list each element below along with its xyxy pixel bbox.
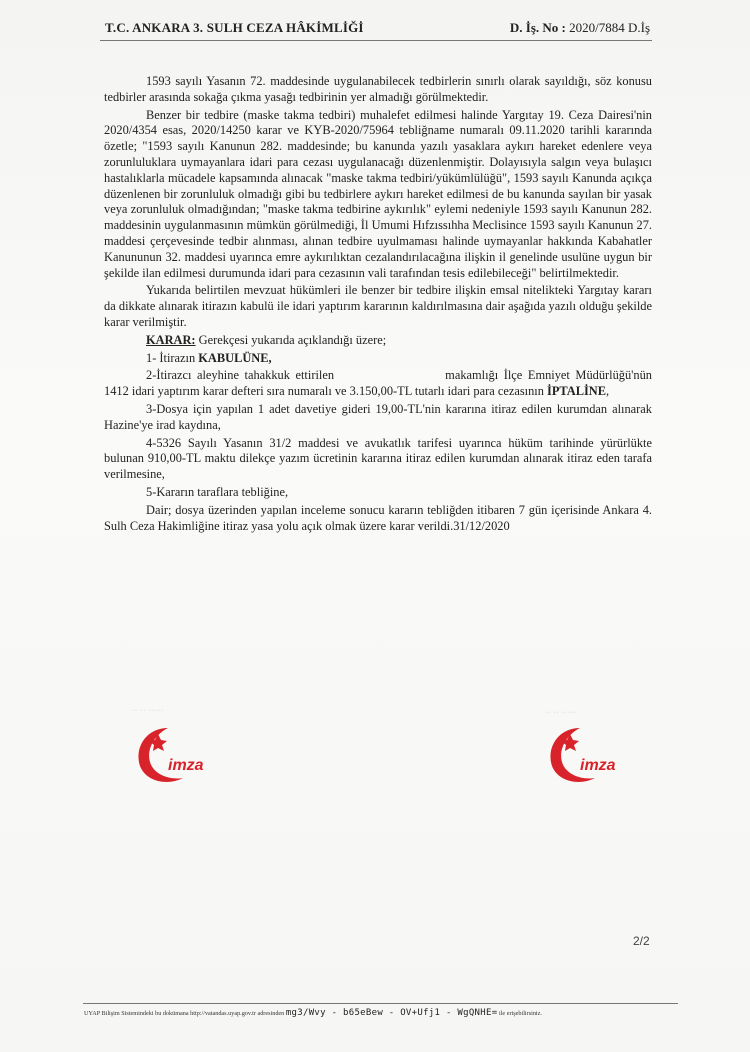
document-number-label: D. İş. No : [509,20,566,35]
decision-item-4: 4-5326 Sayılı Yasanın 31/2 maddesi ve avukatlık tarifesi uyarınca hüküm tarihinde yürürlükte bulunan 910,00-TL maktu dilekçe yazım ücretinin kararına itiraz edilen kurumdan alınarak itiraz eden tarafa verilmesine, [104,435,652,482]
paragraph-1: 1593 sayılı Yasanın 72. maddesinde uygulanabilecek tedbirlerin sınırlı olarak sayıldığı, söz konusu tedbirler arasında sokağa çıkma yasağı tedbirinin yer almadığı görülmektedir. [104,74,652,104]
karar-line [104,333,652,349]
document-header [105,20,650,36]
footer-text-before: UYAP Bilişim Sistemindeki bu dokümana http://vatandas.uyap.gov.tr adresinden [84,1010,286,1017]
signer-name-redacted: ·· ·· ····· [545,710,577,716]
uyap-footer [84,1008,684,1018]
verification-code: mg3/Wvy - b65eBew - OV+Ufj1 - WgQNHE= [285,1008,498,1018]
decision-item-2-b: makamlığı İlçe Emniyet Müdürlüğü'nün 1412 idari yaptırım karar defteri sıra numaralı ve 3.150,00-TL tutarlı idari para cezasının [104,368,653,399]
court-name: T.C. ANKARA 3. SULH CEZA HÂKİMLİĞİ [105,20,364,35]
decision-item-5: 5-Kararın taraflara tebliğine, [146,484,289,499]
decision-item-1-bold: KABULÜNE, [198,350,272,365]
decision-item-2-a: 2-İtirazcı aleyhine tahakkuk ettirilen [146,368,340,383]
header-divider [100,40,652,41]
karar-label: KARAR: [146,332,196,347]
e-imza-logo-left [128,720,228,790]
decision-item-2-end: , [606,384,610,399]
paragraph-2: Benzer bir tedbire (maske takma tedbiri) muhalefet edilmesi halinde Yargıtay 19. Ceza Dairesi'nin 2020/4354 esas, 2020/14250 karar ve KYB-2020/75964 tebliğname numaralı 09.11.2020 tarihli kararında özetle; "1593 sayılı Kanunun 282. maddesinde; bu kanunda yazılı yasaklara aykırı hareket edenlere veya zorunluluklara uymayanlara idari para cezası uygulanacağı düzenlenmiştir. Dolayısıyla salgın veya bulaşıcı hastalıklarla mücadele kapsamında alınacak "maske takma tedbiri/yükümlülüğü", 1593 sayılı Kanunda açıkça düzenlenen bir zorunluluk olmadığı gibi bu tedbirlere aykırı hareket edilmesi de bu kanunda sayılan bir yasak veya zorunluluk olmadığından; "maske takma tedbirine aykırılık" eylemi nedeniyle 1593 sayılı Kanunun 282. maddesinin uygulanmasının mümkün görülmediği, İl Umumi Hıfzıssıhha Meclisince 1593 sayılı Kanunun 27. maddesi çerçevesinde tedbir alınması, alınan tedbire uyulmaması halinde uymayanlar hakkında Kabahatler Kanununun 32. maddesi uyarınca emre aykırılıktan cezalandırılacağına ilişkin il genelinde usulüne uygun bir şekilde ilan edilmesi durumunda idari para cezasının vali tarafından tesis edilebileceği" belirtilmektedir. [104,107,652,280]
document-body [104,74,652,536]
e-imza-text: imza [580,757,616,774]
document-number-value: 2020/7884 D.İş [565,20,650,35]
signature-area [0,700,750,790]
e-imza-text: imza [168,757,204,774]
footer-text-after: ile erişebilirsiniz. [497,1010,542,1017]
document-number [510,20,650,36]
paragraph-3: Yukarıda belirtilen mevzuat hükümleri ile benzer bir tedbire ilişkin emsal nitelikteki Yargıtay kararı da dikkate alınarak itirazın kabulü ile idari yaptırım kararının kaldırılmasına dair aşağıda yazılı olduğu şekilde karar verilmiştir. [104,283,652,329]
decision-item-2 [104,368,652,400]
decision-item-1-prefix: 1- İtirazın [146,350,199,365]
e-imza-logo-right [540,720,640,790]
redacted-area [340,372,440,382]
decision-item-1 [104,351,652,367]
signer-name-redacted: ·· ·· ····· [132,708,164,714]
decision-item-3: 3-Dosya için yapılan 1 adet davetiye gideri 19,00-TL'nin kararına itiraz edilen kurumdan alınarak Hazine'ye irad kaydına, [104,401,652,432]
karar-text: Gerekçesi yukarıda açıklandığı üzere; [195,332,387,347]
footer-divider [83,1003,678,1004]
page-number: 2/2 [633,934,650,948]
decision-item-2-bold: İPTALİNE [547,384,607,399]
closing-paragraph: Dair; dosya üzerinden yapılan inceleme sonucu kararın tebliğden itibaren 7 gün içerisinde Ankara 4. Sulh Ceza Hakimliğine itiraz yasa yolu açık olmak üzere karar verildi.31/12/2020 [104,502,652,533]
